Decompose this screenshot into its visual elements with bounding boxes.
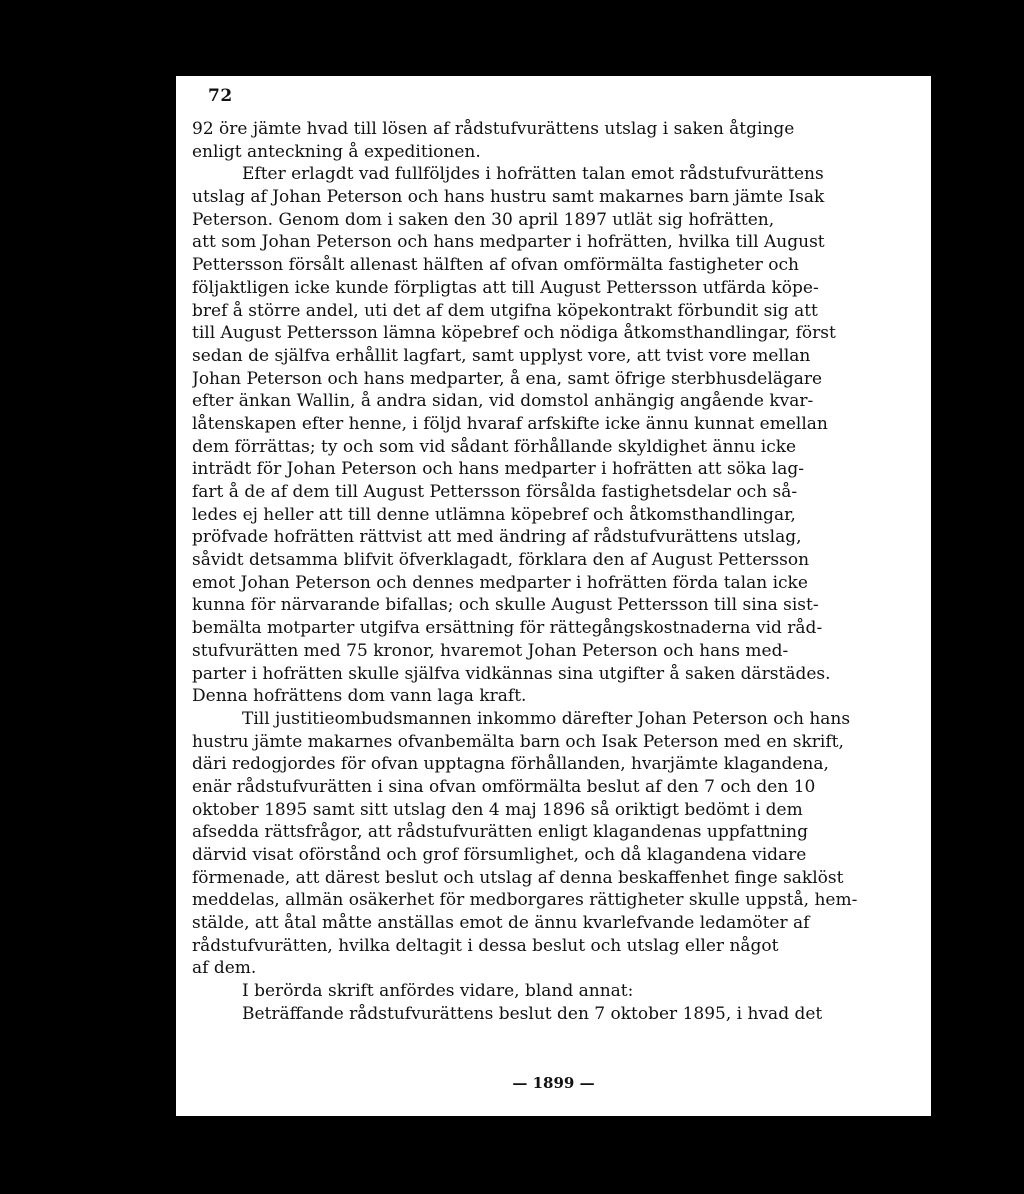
text-line: såvidt detsamma blifvit öfverklagadt, förklara den af August Pettersson bbox=[192, 550, 810, 571]
text-line: sedan de själfva erhållit lagfart, samt upplyst vore, att tvist vore mellan bbox=[192, 345, 811, 366]
text-line: Pettersson försålt allenast hälften af ofvan omförmälta fastigheter och bbox=[192, 255, 799, 276]
text-line: emot Johan Peterson och dennes medparter i hofrätten förda talan icke bbox=[192, 572, 808, 593]
text-line: enligt anteckning å expeditionen. bbox=[192, 141, 481, 162]
text-line: 92 öre jämte hvad till lösen af rådstufvurättens utslag i saken åtginge bbox=[192, 119, 795, 139]
text-line: af dem. bbox=[192, 958, 257, 979]
text-line: Johan Peterson och hans medparter, å ena, samt öfrige sterbhusdelägare bbox=[192, 368, 823, 389]
text-line: efter änkan Wallin, å andra sidan, vid domstol anhängig angående kvar- bbox=[192, 391, 814, 412]
text-line: parter i hofrätten skulle själfva vidkännas sina utgifter å saken därstädes. bbox=[192, 663, 831, 684]
footer-year-mark: — 1899 — bbox=[512, 1074, 595, 1092]
text-line: Beträffande rådstufvurättens beslut den 7 oktober 1895, i hvad det bbox=[242, 1003, 823, 1024]
text-line: oktober 1895 samt sitt utslag den 4 maj 1896 så oriktigt bedömt i dem bbox=[192, 799, 803, 820]
text-line: bemälta motparter utgifva ersättning för rättegångskostnaderna vid råd- bbox=[192, 618, 823, 639]
text-line: bref å större andel, uti det af dem utgifna köpekontrakt förbundit sig att bbox=[192, 300, 818, 321]
text-line: stufvurätten med 75 kronor, hvaremot Johan Peterson och hans med- bbox=[192, 640, 789, 661]
text-line: Denna hofrättens dom vann laga kraft. bbox=[192, 686, 527, 707]
text-line: pröfvade hofrätten rättvist att med ändring af rådstufvurättens utslag, bbox=[192, 527, 802, 548]
text-line: rådstufvurätten, hvilka deltagit i dessa beslut och utslag eller något bbox=[192, 935, 779, 956]
text-line: inträdt för Johan Peterson och hans medparter i hofrätten att söka lag- bbox=[192, 459, 804, 480]
text-line: däri redogjordes för ofvan upptagna förhållanden, hvarjämte klagandena, bbox=[192, 754, 829, 775]
text-line: förmenade, att därest beslut och utslag af denna beskaffenhet finge saklöst bbox=[192, 867, 844, 888]
text-line: Till justitieombudsmannen inkommo därefter Johan Peterson och hans bbox=[242, 708, 851, 729]
text-line: stälde, att åtal måtte anställas emot de ännu kvarlefvande ledamöter af bbox=[192, 913, 810, 934]
text-line: Efter erlagdt vad fullföljdes i hofrätten talan emot rådstufvurättens bbox=[242, 164, 824, 185]
text-line: följaktligen icke kunde förpligtas att till August Pettersson utfärda köpe- bbox=[192, 277, 819, 298]
text-line: I berörda skrift anfördes vidare, bland annat: bbox=[242, 981, 634, 1002]
text-line: till August Pettersson lämna köpebref och nödiga åtkomsthandlingar, först bbox=[192, 323, 836, 344]
text-line: fart å de af dem till August Pettersson försålda fastighetsdelar och så- bbox=[192, 482, 798, 502]
text-line: hustru jämte makarnes ofvanbemälta barn och Isak Peterson med en skrift, bbox=[192, 731, 844, 752]
text-line: därvid visat oförstånd och grof försumlighet, och då klagandena vidare bbox=[192, 845, 807, 865]
text-line: låtenskapen efter henne, i följd hvaraf arfskifte icke ännu kunnat emellan bbox=[192, 413, 828, 434]
text-line: afsedda rättsfrågor, att rådstufvurätten enligt klagandenas uppfattning bbox=[192, 822, 808, 843]
text-line: kunna för närvarande bifallas; och skulle August Pettersson till sina sist- bbox=[192, 595, 819, 616]
text-line: att som Johan Peterson och hans medparter i hofrätten, hvilka till August bbox=[192, 232, 825, 253]
text-line: utslag af Johan Peterson och hans hustru samt makarnes barn jämte Isak bbox=[192, 187, 825, 208]
text-line: ledes ej heller att till denne utlämna köpebref och åtkomsthandlingar, bbox=[192, 504, 796, 525]
page-number: 72 bbox=[208, 86, 233, 106]
text-line: dem förrättas; ty och som vid sådant förhållande skyldighet ännu icke bbox=[192, 436, 797, 457]
body-text bbox=[192, 118, 930, 1026]
document-page bbox=[176, 76, 931, 1116]
text-line: enär rådstufvurätten i sina ofvan omförmälta beslut af den 7 och den 10 bbox=[192, 776, 816, 797]
text-line: meddelas, allmän osäkerhet för medborgares rättigheter skulle uppstå, hem- bbox=[192, 890, 858, 911]
text-line: Peterson. Genom dom i saken den 30 april 1897 utlät sig hofrätten, bbox=[192, 209, 775, 230]
